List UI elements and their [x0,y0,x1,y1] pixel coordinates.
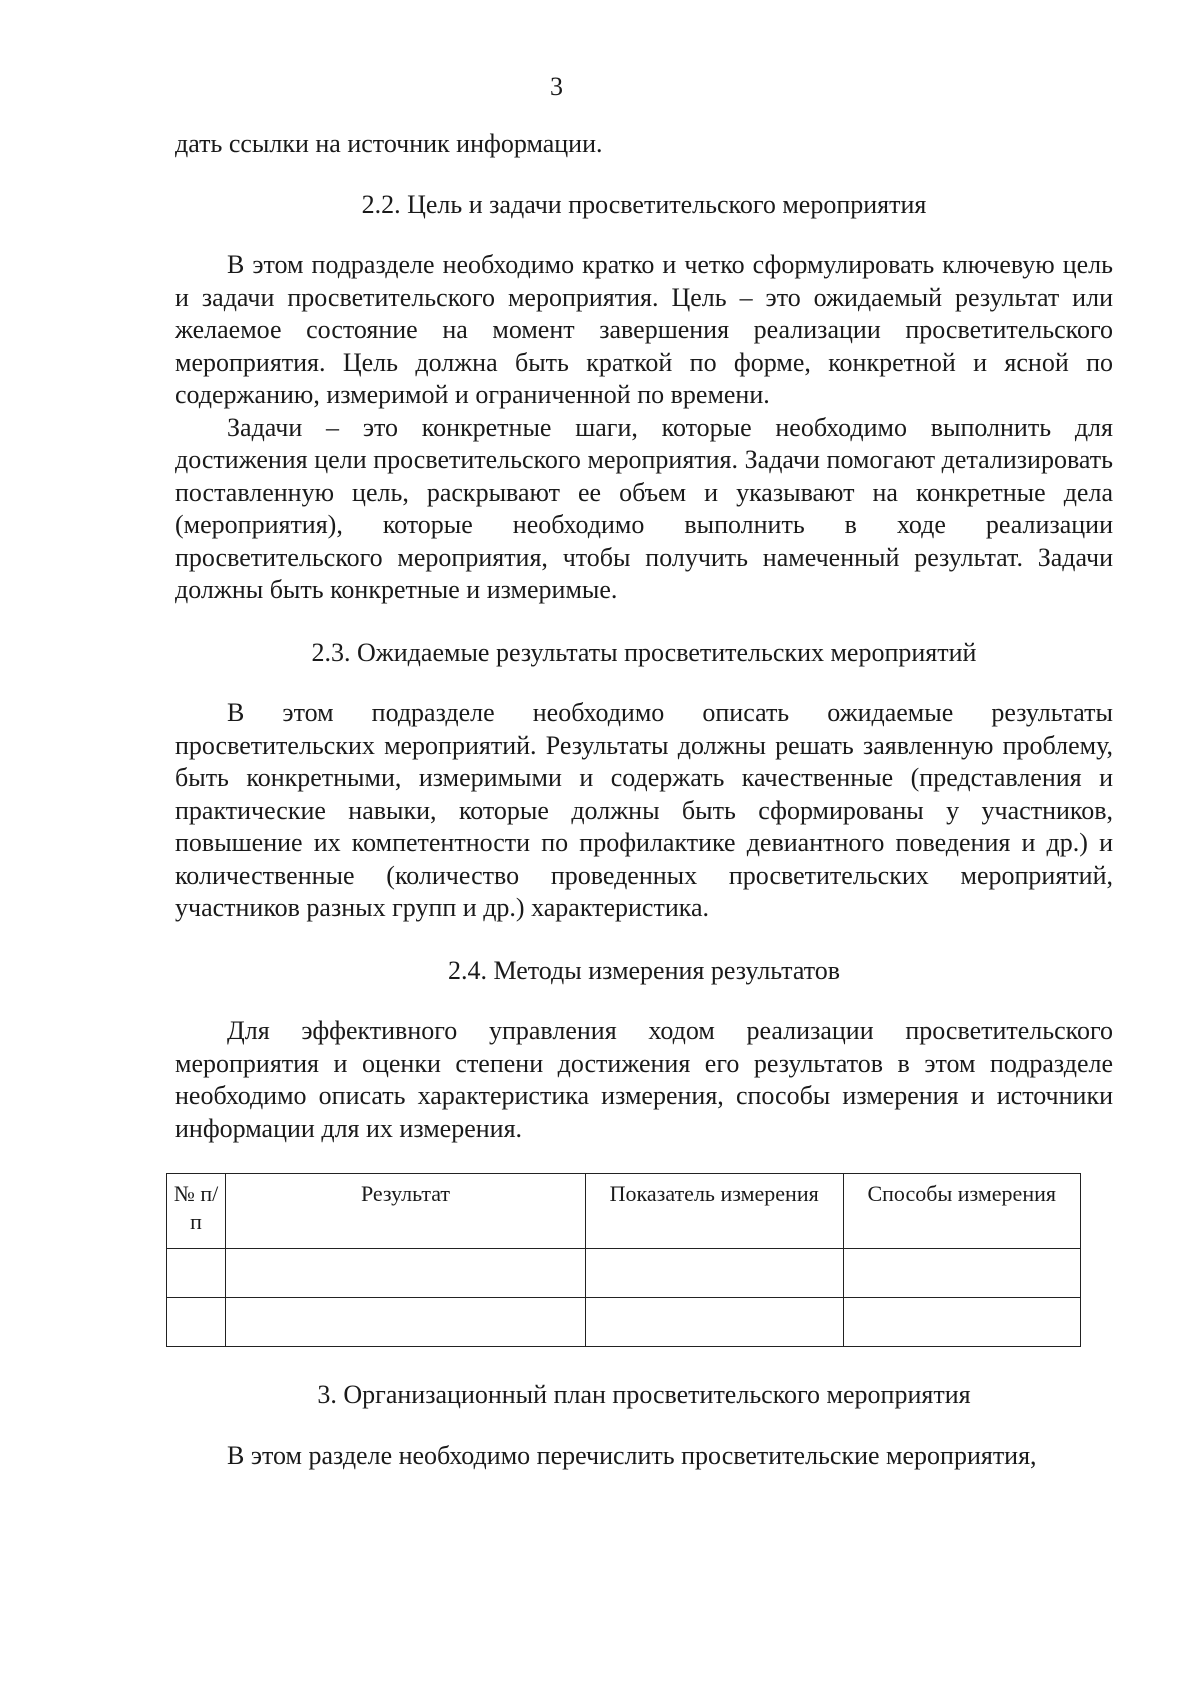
table-cell-num [167,1298,226,1347]
table-cell-method [843,1298,1081,1347]
header-num: № п/п [167,1174,226,1249]
page-content [175,128,1113,1472]
table-cell-indicator [585,1249,843,1298]
table-header-row [167,1174,1081,1249]
table-cell-result [226,1298,586,1347]
section-2-2-paragraph-1: В этом подразделе необходимо кратко и четко сформулировать ключевую цель и задачи просветительского мероприятия. Цель – это ожидаемый результат или желаемое состояние на момент завершения реализации просветительского мероприятия. Цель должна быть краткой по форме, конкретной и ясной по содержанию, измеримой и ограниченной по времени. [175,250,1113,409]
section-2-2-heading: 2.2. Цель и задачи просветительского мероприятия [361,189,927,219]
section-3-paragraph-1: В этом разделе необходимо перечислить просветительские мероприятия, [227,1440,1037,1470]
header-method: Способы измерения [843,1174,1081,1249]
table-row [167,1298,1081,1347]
section-2-2-paragraph-2: Задачи – это конкретные шаги, которые необходимо выполнить для достижения цели просветительского мероприятия. Задачи помогают детализировать поставленную цель, раскрывают ее объем и указывают на конкретные дела (мероприятия), которые необходимо выполнить в ходе реализации просветительского мероприятия, чтобы получить намеченный результат. Задачи должны быть конкретные и измеримые. [175,412,1113,604]
section-3-heading: 3. Организационный план просветительского мероприятия [317,1380,971,1409]
section-2-3-heading: 2.3. Ожидаемые результаты просветительских мероприятий [311,637,977,667]
measurement-table [166,1173,1081,1347]
intro-line: дать ссылки на источник информации. [175,129,603,158]
page-number: 3 [550,72,563,101]
section-2-4-heading: 2.4. Методы измерения результатов [447,955,841,985]
table-cell-result [226,1249,586,1298]
header-result: Результат [226,1174,586,1249]
table-cell-num [167,1249,226,1298]
table-cell-method [843,1249,1081,1298]
table-row [167,1249,1081,1298]
table-cell-indicator [585,1298,843,1347]
section-2-3-paragraph-1: В этом подразделе необходимо описать ожидаемые результаты просветительских мероприятий. Результаты должны решать заявленную проблему, быть конкретными, измеримыми и содержать качественные (представления и практические навыки, которые должны быть сформированы у участников, повышение их компетентности по профилактике девиантного поведения и др.) и количественные (количество проведенных просветительских мероприятий, участников разных групп и др.) характеристика. [175,698,1113,922]
header-indicator: Показатель измерения [585,1174,843,1249]
section-2-4-paragraph-1: Для эффективного управления ходом реализации просветительского мероприятия и оценки степени достижения его результатов в этом подразделе необходимо описать характеристика измерения, способы измерения и источники информации для их измерения. [175,1016,1113,1143]
